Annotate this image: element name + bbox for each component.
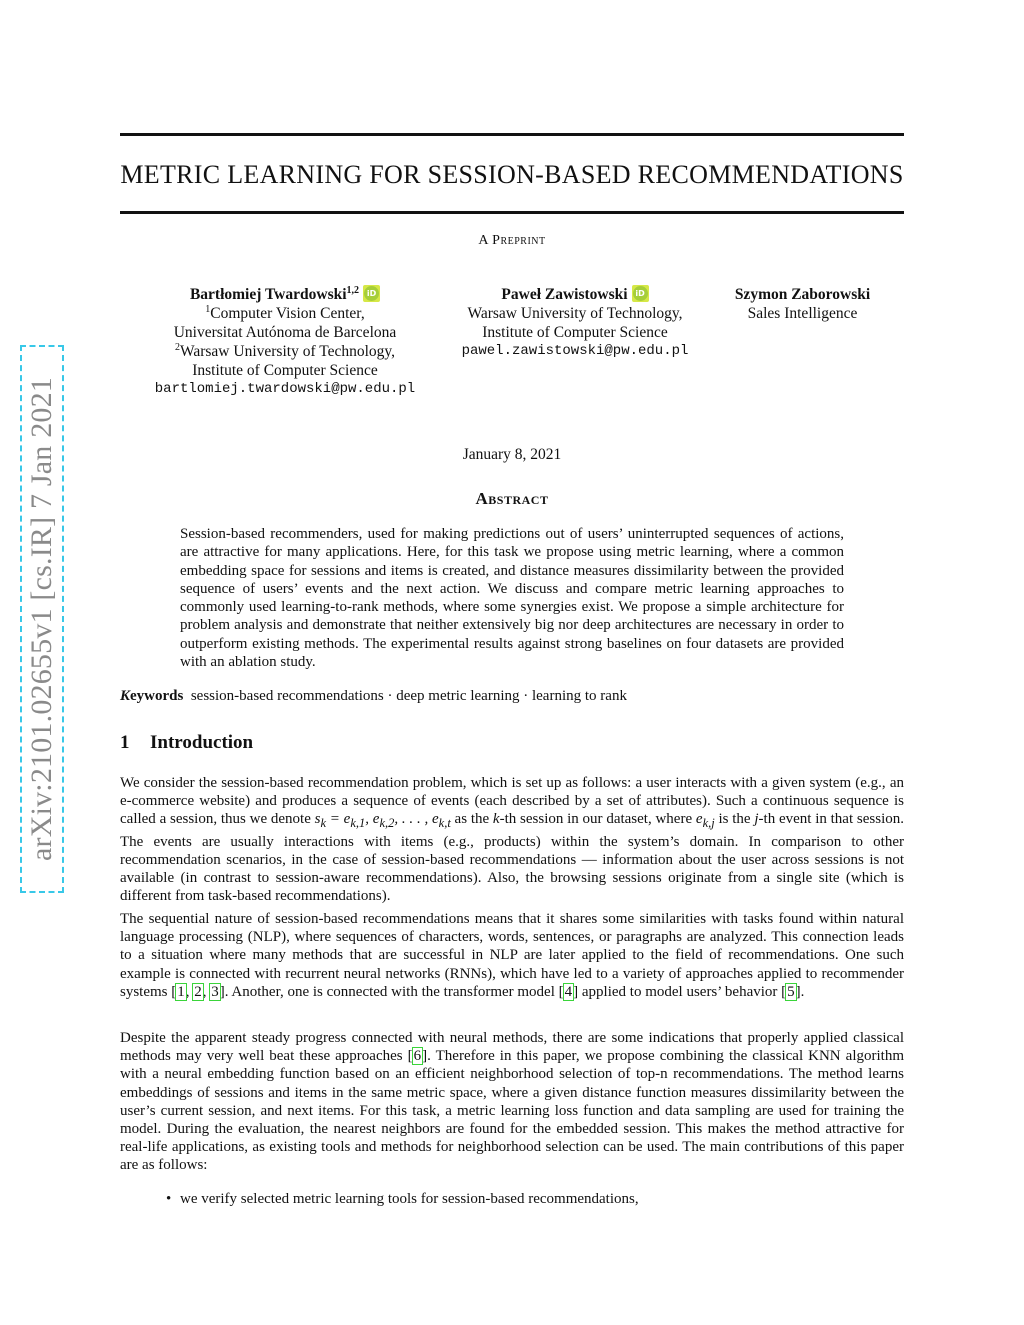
paragraph-3: Despite the apparent steady progress connected with neural methods, there are some indications that properly applied classical methods may very well beat these approaches [6]. Therefore in this paper, we propose combining the classical KNN algorithm with a neural embedding function based on an efficient neighborhood selection of top-n recommendations. The method learns embeddings of sessions and items in the same metric space, where a given distance function measures dissimilarity between the user’s current session, and next items. For this task, a metric learning loss function and data sampling are used for training the model. During the evaluation, the nearest neighbors are found for the embedded session. This makes the method attractive for real-life applications, as existing tools and methods for neighborhood selection can be used. The main contributions of this paper are as follows: [120,1030,904,1174]
orcid-icon[interactable] [632,285,649,302]
author-email[interactable]: bartlomiej.twardowski@pw.edu.pl [154,381,416,397]
citation-link[interactable]: 3 [211,983,219,1000]
paragraph-2: The sequential nature of session-based recommendations means that it shares some similarities with tasks found within natural language processing (NLP), where sequences of characters, words, sentences, or paragraphs are analyzed. This connection leads to a situation where many methods that are successful in NLP are later applied to the field of recommendations. One such example is connected with recurrent neural networks (RNNs), which have led to a variety of approaches applied to recommender systems [1, 2, 3]. Another, one is connected with the transformer model [4] applied to model users’ behavior [5]. [120,911,904,1000]
citation-link[interactable]: 1 [177,983,185,1000]
preprint-label: A Preprint [478,233,546,248]
orcid-icon[interactable] [363,285,380,302]
citation-link[interactable]: 6 [413,1048,422,1065]
list-item: • we verify selected metric learning tools for session-based recommendations, [166,1191,639,1207]
author-block-3: Szymon Zaborowski Sales Intelligence [720,285,885,323]
title-rule-top [120,133,904,136]
abstract-body: Session-based recommenders, used for making predictions out of users’ uninterrupted sequences of actions, are attractive for many applications. Here, for this task we propose using metric learning, where a common embedding space for sessions and items is created, and distance measures dissimilarity between the provided sequence of users’ events and the next action. We discuss and compare metric learning approaches to commonly used learning-to-rank methods, where some synergies exist. We propose a simple architecture for problem analysis and demonstrate that neither extensively big nor deep architectures are necessary in order to outperform existing methods. The experimental results against strong baselines on four datasets are provided with an ablation study. [180,526,844,671]
title-rule-bottom [120,211,904,214]
author-name: Paweł Zawistowski [501,286,628,303]
citation-link[interactable]: 4 [564,983,573,1000]
author-block-1: Bartłomiej Twardowski$^{1,2}$iD $^1$Computer Vision Center, Universitat Autónoma de Barcelona $^2$Warsaw University of Technology, Institute of Computer Science bartlomiej.twardowski@pw.edu.pl [130,285,440,399]
arxiv-stamp: arXiv:2101.02655v1 [cs.IR] 7 Jan 2021 [25,376,58,862]
keywords: Keywords session-based recommendations · deep metric learning · learning to rank [120,688,627,704]
author-block-2: Paweł ZawistowskiiD Warsaw University of Technology, Institute of Computer Science pawel.zawistowski@pw.edu.pl [440,285,710,361]
paragraph-1: We consider the session-based recommendation problem, which is set up as follows: a user interacts with a given system (e.g., an e-commerce website) and produces a sequence of events (each described by a set of attributes). Such a continuous sequence is called a session, thus we denote $s_k = e_{k,1}$, $e_{k,2}$, . . . , $e_{k,t}$ as the k-th session in our dataset, where $e_{k,j}$ is the j-th event in that session. The events are usually interactions with items (e.g., products) within the system’s domain. In comparison to other recommendation scenarios, in the case of session-based recommendations — information about the user across sessions is not available (in contrast to session-aware recommendations). Also, the browsing sessions originate from a single site (which is different from task-based recommendations). [120,775,904,905]
bullet-marker: • [166,1191,172,1207]
author-name: Szymon Zaborowski [734,286,871,303]
paper-title: METRIC LEARNING FOR SESSION-BASED RECOMMENDATIONS [120,160,904,189]
abstract-heading: Abstract [475,489,549,508]
author-name: Bartłomiej Twardowski [189,286,347,303]
section-heading: 1 Introduction [120,732,254,753]
paper-date: January 8, 2021 [462,446,562,463]
citation-link[interactable]: 2 [194,983,202,1000]
author-email[interactable]: pawel.zawistowski@pw.edu.pl [461,343,689,359]
citation-link[interactable]: 5 [787,983,795,1000]
